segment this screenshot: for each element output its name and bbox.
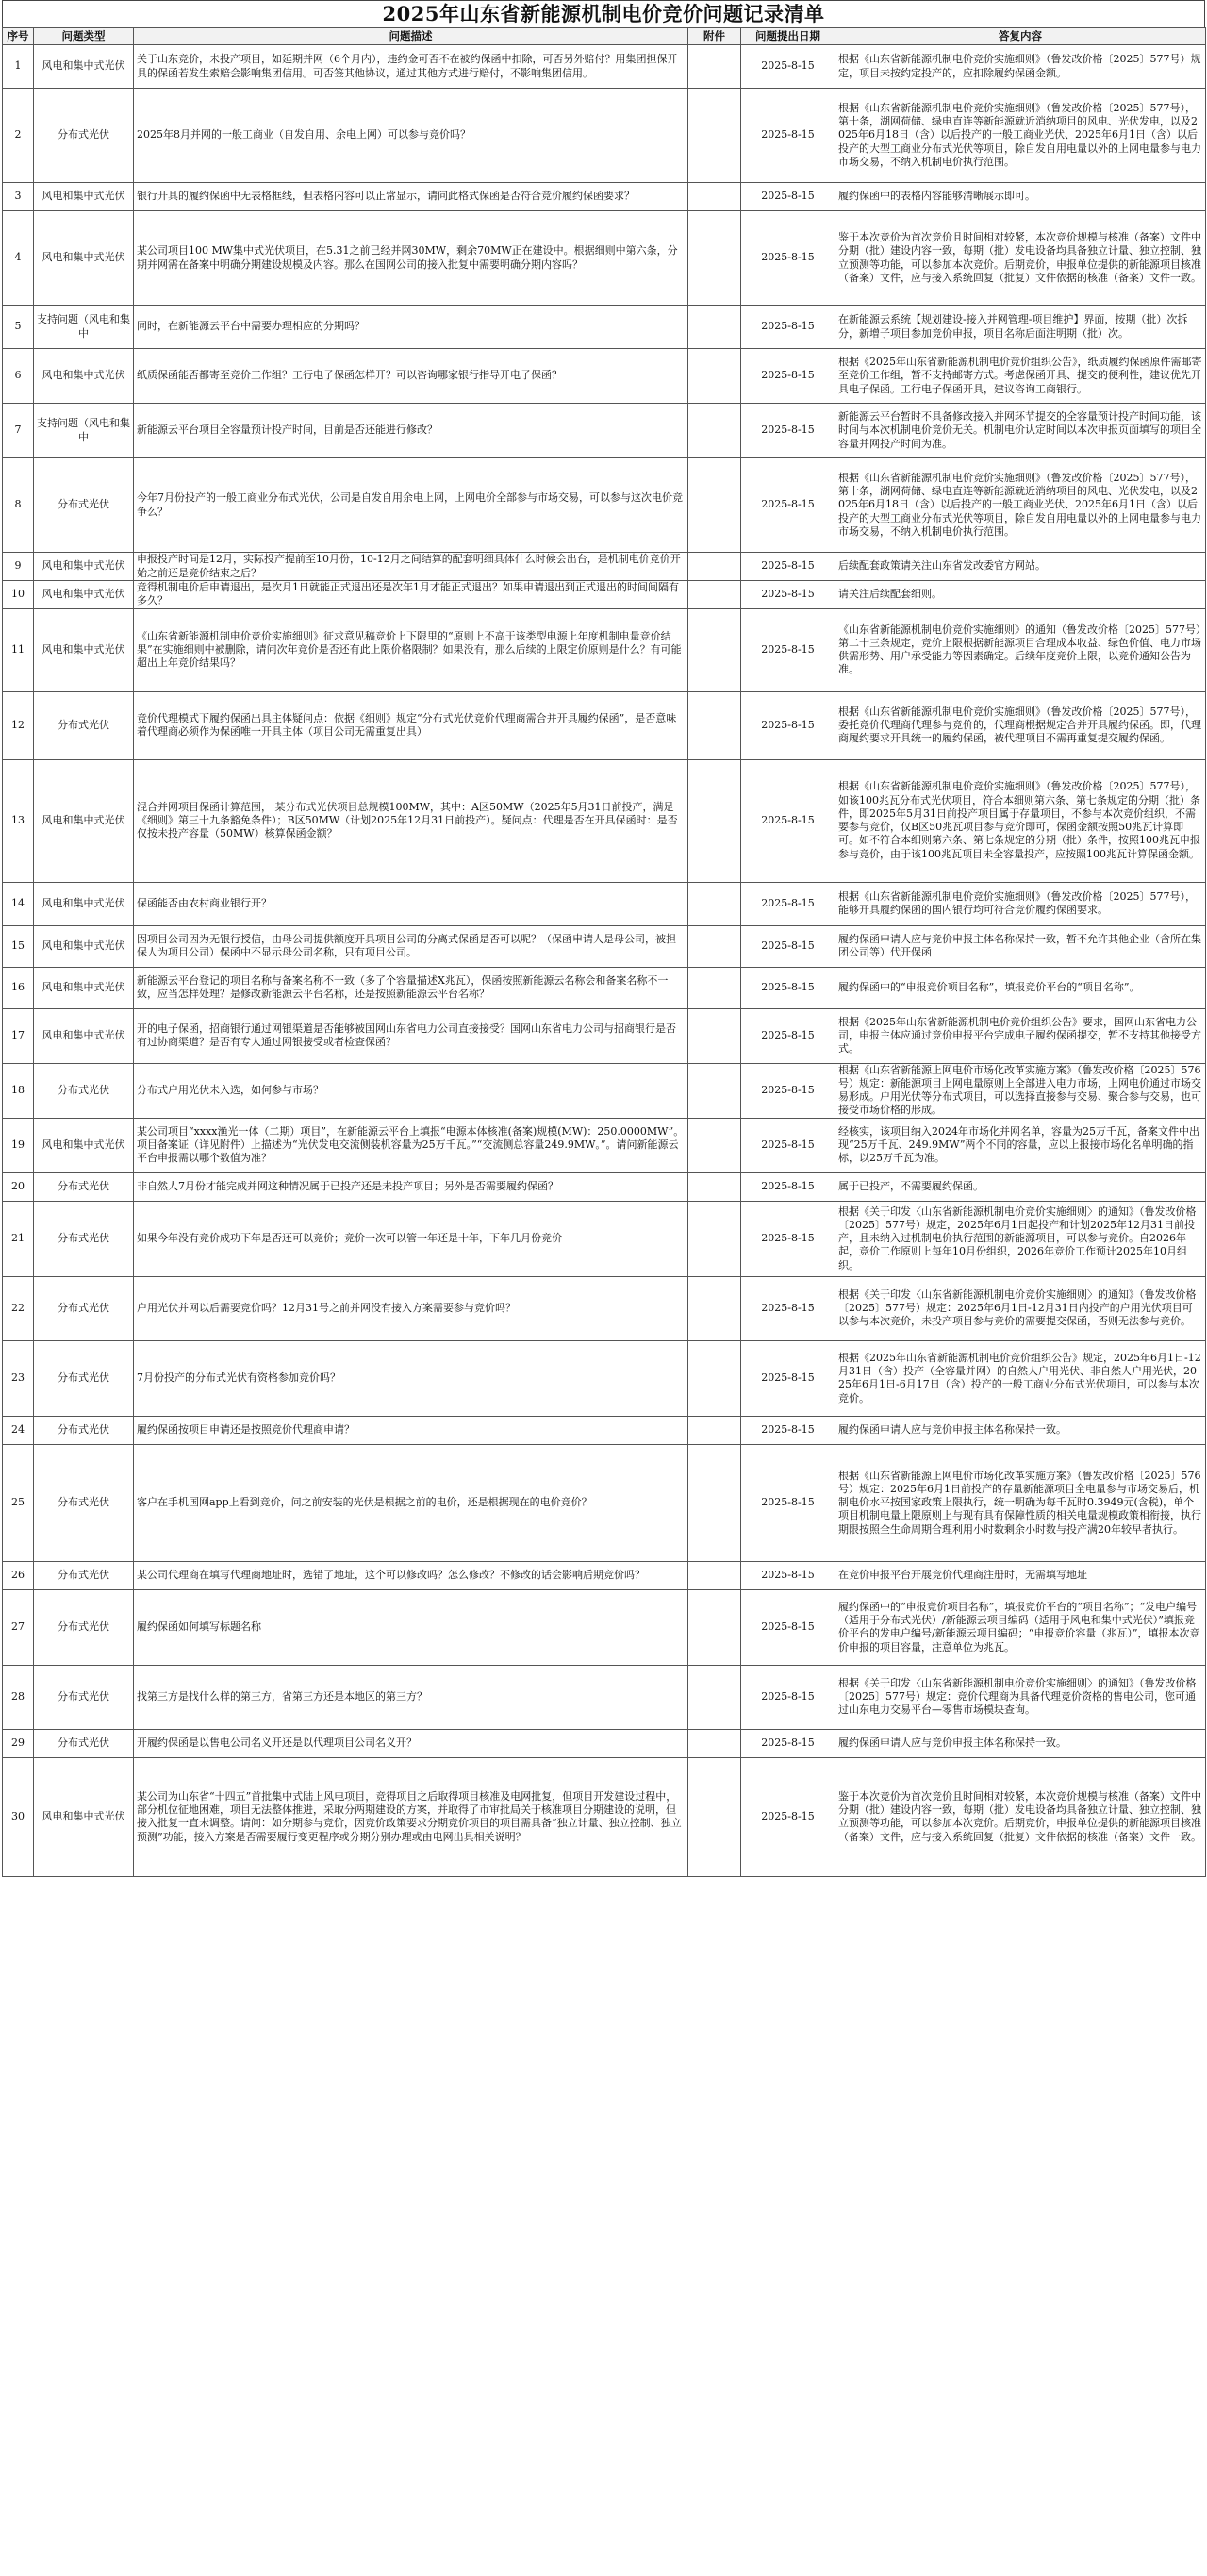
row-answer: 根据《山东省新能源机制电价竞价实施细则》（鲁发改价格〔2025〕577号），委托竞价代理商代理参与竞价的，代理商根据规定合并开具履约保函。即，代理商履约要求开具统一的履约保函，被代理项目不需再重复提交履约保函。	[835, 691, 1206, 759]
row-attachment	[688, 1665, 741, 1729]
sheet-title: 2025年山东省新能源机制电价竞价问题记录清单	[2, 0, 1205, 27]
row-description: 2025年8月并网的一般工商业（自发自用、余电上网）可以参与竞价吗？	[134, 89, 688, 183]
row-date: 2025-8-15	[741, 1589, 835, 1665]
row-attachment	[688, 404, 741, 458]
row-attachment	[688, 1416, 741, 1444]
row-date: 2025-8-15	[741, 1201, 835, 1276]
row-attachment	[688, 458, 741, 553]
row-description: 竞得机制电价后申请退出，是次月1日就能正式退出还是次年1月才能正式退出？如果申请退出到正式退出的时间间隔有多久？	[134, 581, 688, 609]
row-answer: 根据《关于印发〈山东省新能源机制电价竞价实施细则〉的通知》（鲁发改价格〔2025〕577号）规定，2025年6月1日起投产和计划2025年12月31日前投产，且未纳入过机制电价执行范围的新能源项目，可以参与竞价。自2026年起，竞价工作原则上每年10月份组织，2026年竞价工作预计2025年10月组织。	[835, 1201, 1206, 1276]
table-row	[3, 1276, 1206, 1340]
table-row	[3, 691, 1206, 759]
row-number: 1	[3, 45, 34, 89]
table-row	[3, 458, 1206, 553]
table-row	[3, 211, 1206, 306]
row-number: 25	[3, 1444, 34, 1561]
row-number: 15	[3, 925, 34, 967]
row-description: 《山东省新能源机制电价竞价实施细则》征求意见稿竞价上下限里的“原则上不高于该类型电源上年度机制电量竞价结果”在实施细则中被删除，请问次年竞价是否还有此上限价格限制？如果没有，那么后续的上限定价原则是什么？有可能超出上年竞价结果吗？	[134, 608, 688, 691]
row-number: 8	[3, 458, 34, 553]
header-type: 问题类型	[34, 28, 134, 45]
row-date: 2025-8-15	[741, 306, 835, 349]
row-attachment	[688, 349, 741, 404]
row-attachment	[688, 183, 741, 211]
row-date: 2025-8-15	[741, 925, 835, 967]
row-date: 2025-8-15	[741, 211, 835, 306]
row-attachment	[688, 553, 741, 581]
table-row	[3, 306, 1206, 349]
row-number: 7	[3, 404, 34, 458]
row-answer: 根据《山东省新能源机制电价竞价实施细则》（鲁发改价格〔2025〕577号），第十条，湖网荷储、绿电直连等新能源就近消纳项目的风电、光伏发电，以及2025年6月18日（含）以后投产的一般工商业光伏、2025年6月1日（含）以后投产的大型工商业分布式光伏等项目，除自发自用电量以外的上网电量参与电力市场交易，不纳入机制电价执行范围。	[835, 89, 1206, 183]
row-answer: 属于已投产，不需要履约保函。	[835, 1172, 1206, 1201]
table-row	[3, 349, 1206, 404]
table-row	[3, 183, 1206, 211]
row-number: 28	[3, 1665, 34, 1729]
table-row	[3, 1757, 1206, 1876]
row-date: 2025-8-15	[741, 183, 835, 211]
row-type: 风电和集中式光伏	[34, 967, 134, 1008]
row-answer: 根据《山东省新能源机制电价竞价实施细则》（鲁发改价格〔2025〕577号），如该100兆瓦分布式光伏项目，符合本细则第六条、第七条规定的分期（批）条件，即2025年5月31日前投产项目属于存量项目，不参与本次竞价组织，不需要参与竞价，仅B区50兆瓦项目参与竞价即可，保函金额按照50兆瓦计算即可。如不符合本细则第六条、第七条规定的分期（批）条件，按照100兆瓦申报参与竞价，由于该100兆瓦项目未全容量投产，应按照100兆瓦计算保函金额。	[835, 759, 1206, 882]
row-date: 2025-8-15	[741, 1276, 835, 1340]
row-type: 风电和集中式光伏	[34, 45, 134, 89]
row-attachment	[688, 89, 741, 183]
table-row	[3, 1201, 1206, 1276]
row-date: 2025-8-15	[741, 458, 835, 553]
header-attachment: 附件	[688, 28, 741, 45]
row-description: 某公司项目100 MW集中式光伏项目，在5.31之前已经并网30MW，剩余70MW正在建设中。根据细则中第六条，分期并网需在备案中明确分期建设规模及内容。那么在国网公司的接入批复中需要明确分期内容吗？	[134, 211, 688, 306]
row-description: 混合并网项目保函计算范围， 某分布式光伏项目总规模100MW，其中：A区50MW（2025年5月31日前投产，满足《细则》第三十九条豁免条件）；B区50MW（计划2025年12月31日前投产）。疑问点：代理是否在开具保函时：是否仅按未投产容量（50MW）核算保函金额？	[134, 759, 688, 882]
row-description: 开的电子保函，招商银行通过网银渠道是否能够被国网山东省电力公司直接接受？国网山东省电力公司与招商银行是否有过协商渠道？是否有专人通过网银接受或者检查保函？	[134, 1008, 688, 1063]
row-attachment	[688, 1063, 741, 1118]
row-description: 纸质保函能否都寄至竞价工作组？工行电子保函怎样开？可以咨询哪家银行指导开电子保函？	[134, 349, 688, 404]
row-attachment	[688, 211, 741, 306]
row-answer: 根据《山东省新能源机制电价竞价实施细则》（鲁发改价格〔2025〕577号），第十条，湖网荷储、绿电直连等新能源就近消纳项目的风电、光伏发电，以及2025年6月18日（含）以后投产的一般工商业光伏、2025年6月1日（含）以后投产的大型工商业分布式光伏等项目，除自发自用电量以外的上网电量参与电力市场交易，不纳入机制电价执行范围。	[835, 458, 1206, 553]
header-no: 序号	[3, 28, 34, 45]
row-type: 风电和集中式光伏	[34, 1757, 134, 1876]
row-answer: 根据《山东省新能源上网电价市场化改革实施方案》（鲁发改价格〔2025〕576号）规定：新能源项目上网电量原则上全部进入电力市场，上网电价通过市场交易形成。户用光伏等分布式项目，可以选择直接参与交易、聚合参与交易，也可接受市场价格的形成。	[835, 1063, 1206, 1118]
row-date: 2025-8-15	[741, 1416, 835, 1444]
row-number: 17	[3, 1008, 34, 1063]
row-attachment	[688, 691, 741, 759]
row-description: 分布式户用光伏未入选，如何参与市场？	[134, 1063, 688, 1118]
row-type: 分布式光伏	[34, 1729, 134, 1757]
row-date: 2025-8-15	[741, 1340, 835, 1416]
row-description: 银行开具的履约保函中无表格框线，但表格内容可以正常显示，请问此格式保函是否符合竞价履约保函要求？	[134, 183, 688, 211]
row-answer: 后续配套政策请关注山东省发改委官方网站。	[835, 553, 1206, 581]
row-attachment	[688, 1757, 741, 1876]
row-description: 新能源云平台登记的项目名称与备案名称不一致（多了个容量描述X兆瓦），保函按照新能源云名称会和备案名称不一致，应当怎样处理？是修改新能源云平台名称，还是按照新能源云平台名称？	[134, 967, 688, 1008]
row-number: 11	[3, 608, 34, 691]
row-answer: 履约保函中的“申报竞价项目名称”，填报竞价平台的“项目名称”。	[835, 967, 1206, 1008]
row-type: 分布式光伏	[34, 1561, 134, 1589]
table-row	[3, 925, 1206, 967]
row-answer: 《山东省新能源机制电价竞价实施细则》的通知（鲁发改价格〔2025〕577号）第二十三条规定，竞价上限根据新能源项目合理成本收益、绿色价值、电力市场供需形势、用户承受能力等因素确定。后续年度竞价上限，以竞价通知公告为准。	[835, 608, 1206, 691]
row-description: 因项目公司因为无银行授信，由母公司提供额度开具项目公司的分离式保函是否可以呢？（保函申请人是母公司，被担保人为项目公司）保函中不显示母公司名称，只有项目公司。	[134, 925, 688, 967]
row-description: 某公司代理商在填写代理商地址时，选错了地址，这个可以修改吗？怎么修改？不修改的话会影响后期竞价吗？	[134, 1561, 688, 1589]
row-number: 14	[3, 882, 34, 925]
row-answer: 请关注后续配套细则。	[835, 581, 1206, 609]
row-attachment	[688, 306, 741, 349]
row-type: 分布式光伏	[34, 1665, 134, 1729]
row-date: 2025-8-15	[741, 1561, 835, 1589]
row-answer: 根据《2025年山东省新能源机制电价竞价组织公告》，纸质履约保函原件需邮寄至竞价工作组，暂不支持邮寄方式。考虑保函开具、提交的便利性，建议优先开具电子保函。工行电子保函开具，建议咨询工商银行。	[835, 349, 1206, 404]
table-row	[3, 1118, 1206, 1172]
qa-table	[2, 27, 1206, 1877]
row-answer: 履约保函申请人应与竞价申报主体名称保持一致。	[835, 1416, 1206, 1444]
row-attachment	[688, 1172, 741, 1201]
row-attachment	[688, 1340, 741, 1416]
row-description: 客户在手机国网app上看到竞价，问之前安装的光伏是根据之前的电价，还是根据现在的电价竞价？	[134, 1444, 688, 1561]
table-row	[3, 1561, 1206, 1589]
row-attachment	[688, 1008, 741, 1063]
table-row	[3, 1444, 1206, 1561]
row-answer: 根据《山东省新能源上网电价市场化改革实施方案》（鲁发改价格〔2025〕576号）规定：2025年6月1日前投产的存量新能源项目全电量参与市场交易后，机制电价水平按国家政策上限执行，统一明确为每千瓦时0.3949元(含税)，单个项目机制电量上限原则上与现有具有保障性质的相关电量规模政策相衔接，执行期限按照全生命周期合理利用小时数剩余小时数与投产满20年较早者执行。	[835, 1444, 1206, 1561]
table-row	[3, 1589, 1206, 1665]
row-type: 分布式光伏	[34, 1416, 134, 1444]
header-date: 问题提出日期	[741, 28, 835, 45]
table-row	[3, 608, 1206, 691]
table-row	[3, 1416, 1206, 1444]
row-number: 18	[3, 1063, 34, 1118]
row-date: 2025-8-15	[741, 1063, 835, 1118]
record-sheet	[2, 0, 1205, 1877]
row-number: 13	[3, 759, 34, 882]
row-answer: 根据《关于印发〈山东省新能源机制电价竞价实施细则〉的通知》（鲁发改价格〔2025〕577号）规定：竞价代理商为具备代理竞价资格的售电公司，您可通过山东电力交易平台—零售市场模块查询。	[835, 1665, 1206, 1729]
row-date: 2025-8-15	[741, 1008, 835, 1063]
row-date: 2025-8-15	[741, 1665, 835, 1729]
row-number: 20	[3, 1172, 34, 1201]
row-answer: 新能源云平台暂时不具备修改接入并网环节提交的全容量预计投产时间功能，该时间与本次机制电价竞价无关。机制电价认定时间以本次申报页面填写的项目全容量并网投产时间为准。	[835, 404, 1206, 458]
row-type: 风电和集中式光伏	[34, 1008, 134, 1063]
row-type: 风电和集中式光伏	[34, 183, 134, 211]
row-description: 7月份投产的分布式光伏有资格参加竞价吗？	[134, 1340, 688, 1416]
row-type: 分布式光伏	[34, 1201, 134, 1276]
table-row	[3, 759, 1206, 882]
row-number: 24	[3, 1416, 34, 1444]
row-type: 支持问题（风电和集中	[34, 404, 134, 458]
row-attachment	[688, 581, 741, 609]
row-attachment	[688, 1276, 741, 1340]
row-type: 分布式光伏	[34, 1444, 134, 1561]
row-number: 2	[3, 89, 34, 183]
row-answer: 鉴于本次竞价为首次竞价且时间相对较紧，本次竞价规模与核准（备案）文件中分期（批）建设内容一致，每期（批）发电设备均具备独立计量、独立控制、独立预测等功能，可以参加本次竞价。后期竞价，申报单位提供的新能源项目核准（备案）文件，应与接入系统回复（批复）文件依据的核准（备案）文件一致。	[835, 211, 1206, 306]
row-attachment	[688, 882, 741, 925]
row-number: 26	[3, 1561, 34, 1589]
row-date: 2025-8-15	[741, 1729, 835, 1757]
row-description: 关于山东竞价，未投产项目，如延期并网（6个月内），违约金可否不在被约保函中扣除，可否另外赔付？用集团担保开具的保函若发生索赔会影响集团信用。可否签其他协议，通过其他方式进行赔付，不影响集团信用。	[134, 45, 688, 89]
row-number: 6	[3, 349, 34, 404]
row-date: 2025-8-15	[741, 608, 835, 691]
row-type: 风电和集中式光伏	[34, 759, 134, 882]
row-attachment	[688, 45, 741, 89]
row-type: 风电和集中式光伏	[34, 553, 134, 581]
row-date: 2025-8-15	[741, 553, 835, 581]
row-answer: 根据《2025年山东省新能源机制电价竞价组织公告》要求，国网山东省电力公司，申报主体应通过竞价申报平台完成电子履约保函提交，暂不支持其他接受方式。	[835, 1008, 1206, 1063]
row-attachment	[688, 967, 741, 1008]
row-answer: 根据《山东省新能源机制电价竞价实施细则》（鲁发改价格〔2025〕577号），能够开具履约保函的国内银行均可符合竞价履约保函要求。	[835, 882, 1206, 925]
row-description: 开履约保函是以售电公司名义开还是以代理项目公司名义开？	[134, 1729, 688, 1757]
row-date: 2025-8-15	[741, 1757, 835, 1876]
row-answer: 履约保函申请人应与竞价申报主体名称保持一致。	[835, 1729, 1206, 1757]
row-date: 2025-8-15	[741, 404, 835, 458]
row-number: 10	[3, 581, 34, 609]
row-number: 22	[3, 1276, 34, 1340]
row-description: 某公司项目“xxxx渔光一体（二期）项目”，在新能源云平台上填报“电源本体核准(备案)规模(MW)：250.0000MW”。项目备案证（详见附件）上描述为“光伏发电交流侧装机容量为25万千瓦。”“交流侧总容量249.9MW。”。请问新能源云平台申报需以哪个数值为准？	[134, 1118, 688, 1172]
row-type: 风电和集中式光伏	[34, 882, 134, 925]
header-answer: 答复内容	[835, 28, 1206, 45]
table-row	[3, 1008, 1206, 1063]
row-description: 保函能否由农村商业银行开？	[134, 882, 688, 925]
row-date: 2025-8-15	[741, 882, 835, 925]
row-answer: 在竞价申报平台开展竞价代理商注册时，无需填写地址	[835, 1561, 1206, 1589]
row-date: 2025-8-15	[741, 89, 835, 183]
row-type: 分布式光伏	[34, 1589, 134, 1665]
row-type: 风电和集中式光伏	[34, 211, 134, 306]
row-attachment	[688, 1589, 741, 1665]
row-attachment	[688, 1118, 741, 1172]
row-description: 非自然人7月份才能完成并网这种情况属于已投产还是未投产项目；另外是否需要履约保函？	[134, 1172, 688, 1201]
row-description: 今年7月份投产的一般工商业分布式光伏，公司是自发自用余电上网，上网电价全部参与市场交易，可以参与这次电价竞争么？	[134, 458, 688, 553]
row-number: 21	[3, 1201, 34, 1276]
row-type: 分布式光伏	[34, 1063, 134, 1118]
table-row	[3, 1340, 1206, 1416]
header-desc: 问题描述	[134, 28, 688, 45]
row-date: 2025-8-15	[741, 1118, 835, 1172]
table-row	[3, 1665, 1206, 1729]
row-number: 3	[3, 183, 34, 211]
row-description: 竞价代理模式下履约保函出具主体疑问点：依据《细则》规定“分布式光伏竞价代理商需合并开具履约保函”，是否意味着代理商必须作为保函唯一开具主体（项目公司无需重复出具）	[134, 691, 688, 759]
row-date: 2025-8-15	[741, 759, 835, 882]
table-row	[3, 404, 1206, 458]
row-number: 5	[3, 306, 34, 349]
row-description: 同时，在新能源云平台中需要办理相应的分期吗？	[134, 306, 688, 349]
row-description: 履约保函如何填写标题名称	[134, 1589, 688, 1665]
row-answer: 根据《2025年山东省新能源机制电价竞价组织公告》规定，2025年6月1日-12月31日（含）投产（全容量并网）的自然人户用光伏、非自然人户用光伏，2025年6月1日-6月17日（含）投产的一般工商业分布式光伏项目，可以参与本次竞价。	[835, 1340, 1206, 1416]
row-attachment	[688, 1729, 741, 1757]
table-row	[3, 967, 1206, 1008]
row-date: 2025-8-15	[741, 349, 835, 404]
row-description: 如果今年没有竞价成功下年是否还可以竞价；竞价一次可以管一年还是十年，下年几月份竞价	[134, 1201, 688, 1276]
row-type: 分布式光伏	[34, 1276, 134, 1340]
row-date: 2025-8-15	[741, 1444, 835, 1561]
row-date: 2025-8-15	[741, 581, 835, 609]
row-date: 2025-8-15	[741, 1172, 835, 1201]
row-date: 2025-8-15	[741, 967, 835, 1008]
row-description: 某公司为山东省“十四五”首批集中式陆上风电项目，竞得项目之后取得项目核准及电网批复，但项目开发建设过程中，部分机位征地困难，项目无法整体推进，采取分两期建设的方案，并取得了市审批局关于核准项目分期建设的说明，但接入批复一直未调整。请问：如分期参与竞价，因竞价政策要求分期竞价项目的项目需具备“独立计量、独立控制、独立预测”功能，接入方案是否需要履行变更程序或分期分别办理或由电网出具相关说明？	[134, 1757, 688, 1876]
row-answer: 履约保函申请人应与竞价申报主体名称保持一致，暂不允许其他企业（含所在集团公司等）代开保函	[835, 925, 1206, 967]
row-description: 新能源云平台项目全容量预计投产时间，目前是否还能进行修改？	[134, 404, 688, 458]
row-type: 风电和集中式光伏	[34, 581, 134, 609]
row-number: 12	[3, 691, 34, 759]
table-row	[3, 89, 1206, 183]
row-number: 16	[3, 967, 34, 1008]
row-type: 风电和集中式光伏	[34, 925, 134, 967]
row-answer: 履约保函中的表格内容能够清晰展示即可。	[835, 183, 1206, 211]
row-attachment	[688, 759, 741, 882]
row-type: 分布式光伏	[34, 1340, 134, 1416]
row-type: 支持问题（风电和集中	[34, 306, 134, 349]
table-row	[3, 581, 1206, 609]
row-description: 找第三方是找什么样的第三方，省第三方还是本地区的第三方？	[134, 1665, 688, 1729]
row-description: 申报投产时间是12月，实际投产提前至10月份，10-12月之间结算的配套明细具体什么时候会出台，是机制电价竞价开始之前还是竞价结束之后？	[134, 553, 688, 581]
row-number: 23	[3, 1340, 34, 1416]
row-attachment	[688, 1561, 741, 1589]
row-type: 风电和集中式光伏	[34, 349, 134, 404]
row-number: 30	[3, 1757, 34, 1876]
row-number: 29	[3, 1729, 34, 1757]
row-attachment	[688, 925, 741, 967]
row-answer: 履约保函中的“申报竞价项目名称”，填报竞价平台的“项目名称”；“发电户编号（适用于分布式光伏）/新能源云项目编码（适用于风电和集中式光伏）”填报竞价平台的发电户编号/新能源云项目编码；“申报竞价容量（兆瓦）”，填报本次竞价申报的项目容量，注意单位为兆瓦。	[835, 1589, 1206, 1665]
row-answer: 根据《山东省新能源机制电价竞价实施细则》（鲁发改价格〔2025〕577号）规定，项目未按约定投产的，应扣除履约保函金额。	[835, 45, 1206, 89]
row-date: 2025-8-15	[741, 691, 835, 759]
row-type: 分布式光伏	[34, 1172, 134, 1201]
row-description: 履约保函按项目申请还是按照竞价代理商申请？	[134, 1416, 688, 1444]
header-row	[3, 28, 1206, 45]
row-attachment	[688, 608, 741, 691]
row-answer: 鉴于本次竞价为首次竞价且时间相对较紧，本次竞价规模与核准（备案）文件中分期（批）建设内容一致，每期（批）发电设备均具备独立计量、独立控制、独立预测等功能，可以参加本次竞价。后期竞价，申报单位提供的新能源项目核准（备案）文件，应与接入系统回复（批复）文件依据的核准（备案）文件一致。	[835, 1757, 1206, 1876]
row-type: 分布式光伏	[34, 89, 134, 183]
row-type: 分布式光伏	[34, 691, 134, 759]
row-date: 2025-8-15	[741, 45, 835, 89]
row-number: 19	[3, 1118, 34, 1172]
table-row	[3, 1172, 1206, 1201]
row-answer: 根据《关于印发〈山东省新能源机制电价竞价实施细则〉的通知》（鲁发改价格〔2025〕577号）规定：2025年6月1日-12月31日内投产的户用光伏项目可以参与本次竞价，未投产项目参与竞价的需要提交保函，否则无法参与竞价。	[835, 1276, 1206, 1340]
row-type: 风电和集中式光伏	[34, 1118, 134, 1172]
row-attachment	[688, 1444, 741, 1561]
row-number: 9	[3, 553, 34, 581]
row-number: 27	[3, 1589, 34, 1665]
table-row	[3, 45, 1206, 89]
table-row	[3, 1063, 1206, 1118]
row-type: 分布式光伏	[34, 458, 134, 553]
table-row	[3, 1729, 1206, 1757]
row-answer: 在新能源云系统【规划建设-接入并网管理-项目维护】界面，按期（批）次拆分，新增子项目参加竞价申报，项目名称后面注明期（批）次。	[835, 306, 1206, 349]
row-description: 户用光伏并网以后需要竞价吗？12月31号之前并网没有接入方案需要参与竞价吗？	[134, 1276, 688, 1340]
row-answer: 经核实，该项目纳入2024年市场化并网名单，容量为25万千瓦，备案文件中出现“25万千瓦、249.9MW”两个不同的容量，应以上报接市场化名单明确的指标，以25万千瓦为准。	[835, 1118, 1206, 1172]
row-number: 4	[3, 211, 34, 306]
row-attachment	[688, 1201, 741, 1276]
table-row	[3, 882, 1206, 925]
table-row	[3, 553, 1206, 581]
row-type: 风电和集中式光伏	[34, 608, 134, 691]
